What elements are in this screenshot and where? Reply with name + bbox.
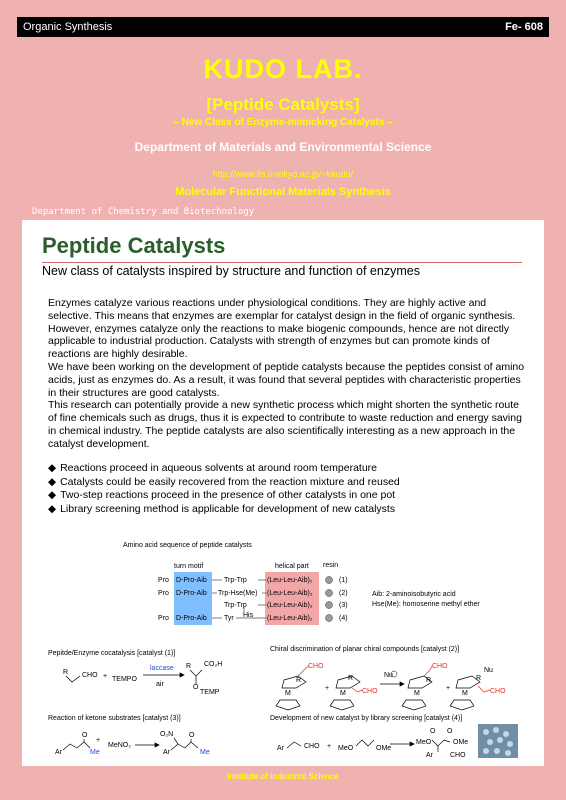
- list-item: ◆ Two-step reactions proceed in the presence of other catalysts in one pot: [48, 489, 400, 503]
- r-group: R: [186, 663, 192, 670]
- plus-sign: +: [446, 685, 451, 692]
- sequence-connectors: [212, 580, 266, 618]
- helical-part-label: helical part: [275, 563, 309, 570]
- paragraph: This research can potentially provide a new synthetic process which might shorten the synthetic route of fine chemicals such as drugs, thus it is expected to contribute to waste reduction and energy saving in chemical industry. The peptide catalysts are also scientifically interesting as a new approach in the catalyst development.: [48, 399, 522, 450]
- department: Department of Materials and Environmental Science: [134, 140, 432, 154]
- lab-name: KUDO LAB.: [203, 54, 363, 84]
- ar-group: Ar: [55, 749, 62, 756]
- plus-sign: +: [103, 673, 108, 680]
- chem-department: Department of Chemistry and Biotechnology: [32, 207, 255, 217]
- scheme-title: Chiral discrimination of planar chiral compounds [catalyst (2)]: [270, 646, 460, 653]
- catalyst-number: (3): [339, 602, 348, 609]
- scheme-title: Pepitde/Enzyme cocatalysis [catalyst (1)]: [48, 650, 176, 657]
- plus-sign: +: [327, 743, 332, 750]
- helix-label: (Leu-Leu-Aib)₂: [267, 577, 313, 584]
- cho-group: CHO: [490, 688, 506, 695]
- nu-label: Nu: [384, 672, 393, 679]
- plus-sign: +: [325, 685, 330, 692]
- meo-group: MeO: [338, 745, 354, 752]
- o2n-group: O₂N: [160, 731, 174, 738]
- o-atom: O: [193, 684, 199, 691]
- scheme-chiral: [270, 646, 506, 697]
- metal-atom: M: [340, 690, 346, 697]
- catalyst-number: (2): [339, 590, 348, 597]
- resin-bead-icon: [326, 615, 333, 622]
- catalyst-number: (1): [339, 577, 348, 584]
- list-item: ◆ Catalysts could be easily recovered from the reaction mixture and reused: [48, 476, 400, 490]
- metal-atom: M: [414, 690, 420, 697]
- list-item: ◆ Library screening method is applicable for development of new catalysts: [48, 503, 400, 517]
- o-atom: O: [430, 728, 436, 735]
- r-group: R: [476, 675, 482, 682]
- ar-group: Ar: [277, 745, 284, 752]
- nu-label: Nu: [484, 667, 493, 674]
- tagline: – New Class of Enzyme-mimicking Catalysts –: [173, 117, 393, 128]
- page-title: Peptide Catalysts: [42, 233, 226, 258]
- lab-url[interactable]: http://www.iis.u-tokyo.ac.jp/~kkudo/: [212, 169, 354, 179]
- me-group: Me: [90, 749, 100, 756]
- mid-label: His: [243, 612, 254, 619]
- o-atom: O: [82, 732, 88, 739]
- pro-label: Pro: [158, 577, 169, 584]
- helix-label: (Leu-Leu-Aib)₃: [267, 590, 313, 597]
- meo-group: MeO: [416, 739, 432, 746]
- r-group: R: [296, 677, 302, 684]
- poster-id: Fe- 608: [505, 21, 543, 33]
- cho-group: CHO: [304, 743, 320, 750]
- r-group: R: [63, 669, 69, 676]
- helix-label: (Leu-Leu-Aib)₃: [267, 602, 313, 609]
- plus-sign: +: [96, 737, 101, 744]
- cho-group: CHO: [82, 672, 98, 679]
- legend-hse: Hse(Me): homoserine methyl ether: [372, 601, 480, 608]
- category-label: Organic Synthesis: [23, 21, 113, 33]
- cho-group: CHO: [450, 752, 466, 759]
- temp-group: TEMP: [200, 689, 220, 696]
- mid-label: Trp-Trp: [224, 577, 247, 584]
- pro-label: Pro: [158, 590, 169, 597]
- catalyst-number: (4): [339, 615, 348, 622]
- ar-group: Ar: [426, 752, 433, 759]
- list-item: ◆ Reactions proceed in aqueous solvents at around room temperature: [48, 462, 400, 476]
- scheme-cocatalysis: [48, 650, 222, 696]
- mid-label: Tyr: [224, 615, 234, 622]
- r-group: R: [426, 677, 432, 684]
- metal-atom: M: [285, 690, 291, 697]
- tempo-label: TEMPO: [112, 676, 137, 683]
- co2h-group: CO₂H: [204, 661, 223, 668]
- o-atom: O: [189, 732, 195, 739]
- mid-label: Trp-Trp: [224, 602, 247, 609]
- laccase-label: laccase: [150, 665, 174, 672]
- sequence-heading: Amino acid sequence of peptide catalysts: [123, 542, 252, 549]
- legend-aib: Aib: 2-aminoisobutyric acid: [372, 591, 456, 598]
- scheme-title: Reaction of ketone substrates [catalyst (3)]: [48, 715, 181, 722]
- helix-label: (Leu-Leu-Aib)₂: [267, 615, 313, 622]
- mid-label: Trp-Hse(Me): [218, 590, 258, 597]
- resin-bead-icon: [326, 577, 333, 584]
- cho-group: CHO: [308, 663, 324, 670]
- scheme-library: [270, 715, 468, 759]
- scheme-title: Development of new catalyst by library screening [catalyst (4)]: [270, 715, 463, 722]
- resin-label: resin: [323, 562, 339, 569]
- cho-group: CHO: [432, 663, 448, 670]
- paragraph: We have been working on the development of peptide catalysts because the peptides consist of amino acids, just as enzymes do. As a result, it was found that several peptides with characteristic properties in their structures are good catalysts.: [48, 360, 525, 399]
- me-group: Me: [200, 749, 210, 756]
- institute-footer: Institute of Industrial Science: [227, 772, 339, 781]
- ar-group: Ar: [163, 749, 170, 756]
- dpro-label: D-Pro-Aib: [176, 577, 207, 584]
- scheme-ketone: [48, 715, 210, 756]
- o-atom: O: [447, 728, 453, 735]
- paragraph: Enzymes catalyze various reactions under physiological conditions. They are highly active and selective. This means that enzymes are exemplar for catalyst design in the field of organic synthesis. However, enzymes catalyze only the reactions to make biogenic compounds, hence are not directly applicable to industrial production. Catalysts with strength of enzymes but can promote kinds of reactions are highly desirable.: [48, 297, 516, 361]
- pro-label: Pro: [158, 615, 169, 622]
- resin-bead-icon: [326, 602, 333, 609]
- page-subtitle: New class of catalysts inspired by structure and function of enzymes: [42, 264, 420, 278]
- air-label: air: [156, 681, 164, 688]
- ome-group: OMe: [376, 745, 392, 752]
- dpro-label: D-Pro-Aib: [176, 615, 207, 622]
- research-group: Molecular Functional Materials Synthesis: [175, 186, 391, 198]
- resin-bead-icon: [326, 590, 333, 597]
- metal-atom: M: [462, 690, 468, 697]
- ome-group: OMe: [453, 739, 469, 746]
- dpro-label: D-Pro-Aib: [176, 590, 207, 597]
- topic-heading: [Peptide Catalysts]: [206, 95, 360, 114]
- r-group: R: [348, 675, 354, 682]
- turn-motif-label: turn motif: [174, 563, 204, 570]
- cho-group: CHO: [362, 688, 378, 695]
- meno2-label: MeNO₂: [108, 742, 131, 749]
